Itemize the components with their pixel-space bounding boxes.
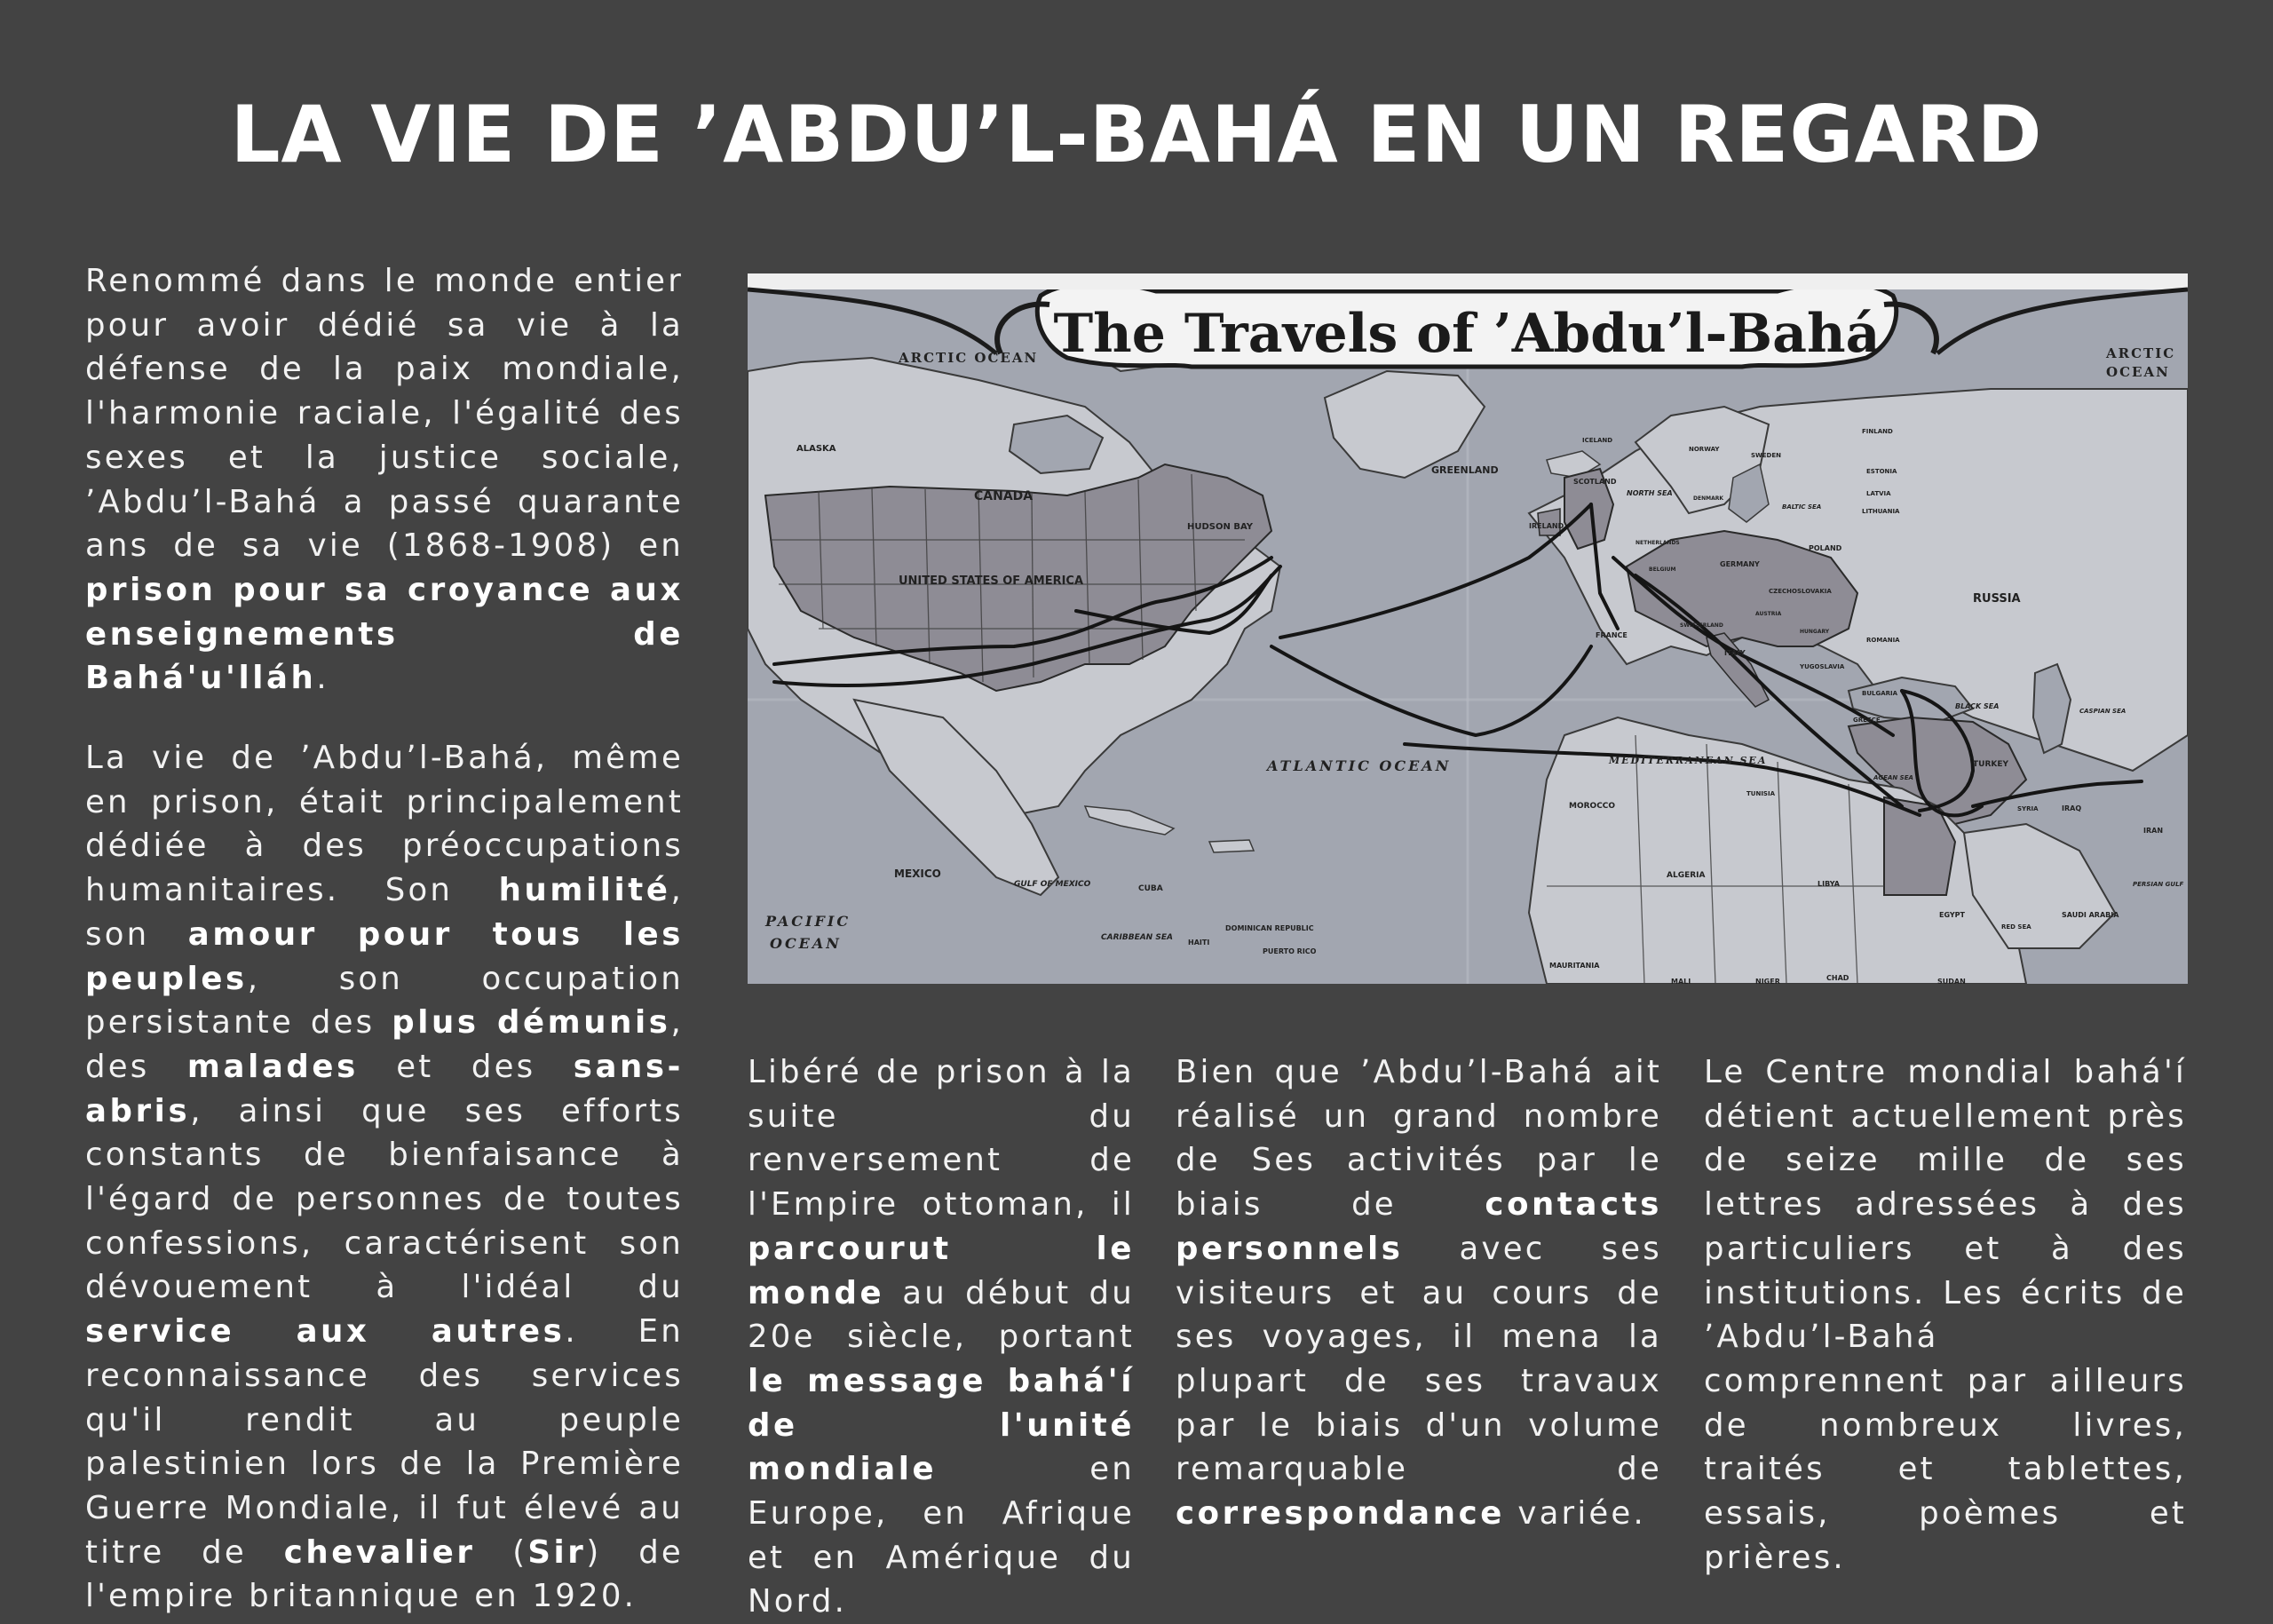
emphasis-text: Sir [527, 1533, 587, 1571]
travels-paragraph [748, 1050, 1135, 1624]
body-text: ) de l'empire britannique en 1920. [85, 1533, 684, 1615]
map-label: EGYPT [1939, 911, 1965, 919]
map-label: NIGER [1755, 978, 1780, 984]
map-label: SWITZERLAND [1680, 622, 1723, 629]
emphasis-text: contacts personnels [1176, 1186, 1662, 1267]
map-label: ITALY [1724, 649, 1746, 657]
map-label: UNITED STATES OF AMERICA [899, 574, 1084, 588]
map-label: LATVIA [1866, 490, 1891, 497]
emphasis-text: prison pour sa croyance aux enseignements de Bahá'u'lláh [85, 571, 684, 697]
body-text: variée. [1504, 1495, 1646, 1533]
body-text: Renommé dans le monde entier pour avoir dédié sa vie à la défense de la paix mondiale, l'harmonie raciale, l'égalité des sexes et la justice sociale, ’Abdu’l-Bahá a passé quarante ans de sa vie (1868-1908) en [85, 263, 684, 565]
body-text: , ainsi que ses efforts constants de bienfaisance à l'égard de personnes de toutes confessions, caractérisent son dévouement à l'idéal du [85, 1092, 684, 1306]
map-label: NETHERLANDS [1635, 540, 1680, 546]
map-label: MAURITANIA [1549, 962, 1600, 970]
map-label: ROMANIA [1866, 637, 1900, 644]
page-title: LA VIE DE ’ABDU’L-BAHÁ EN UN REGARD [230, 89, 2043, 180]
map-label: GERMANY [1720, 560, 1760, 568]
map-label: BLACK SEA [1955, 702, 2000, 710]
map-label: CANADA [974, 489, 1034, 503]
emphasis-text: malades [186, 1048, 359, 1085]
emphasis-text: le message bahá'í de l'unité mondiale [748, 1362, 1135, 1488]
map-label: PERSIAN GULF [2133, 881, 2184, 888]
map-label: CZECHOSLOVAKIA [1769, 588, 1832, 595]
map-label: BELGIUM [1649, 566, 1676, 573]
map-label: YUGOSLAVIA [1800, 663, 1845, 670]
map-label: TUNISIA [1746, 790, 1775, 797]
map-label: PACIFIC [765, 913, 851, 930]
map-label: FRANCE [1596, 631, 1628, 639]
map-label: OCEAN [770, 935, 842, 952]
body-text: La vie de ’Abdu’l-Bahá, même en prison, était principalement dédiée à des préoccupations humanitaires. Son [85, 740, 684, 909]
map-label: SUDAN [1937, 978, 1966, 984]
map-label: GREENLAND [1431, 464, 1499, 476]
emphasis-text: correspondance [1176, 1495, 1505, 1533]
writings-column [1704, 1050, 2187, 1580]
intro-column [85, 259, 684, 1619]
map-label: ARCTIC OCEAN [899, 350, 1039, 366]
emphasis-text: sans-abris [85, 1048, 684, 1129]
map-label: MEDITERRANEAN SEA [1609, 755, 1768, 766]
map-label: CASPIAN SEA [2079, 708, 2126, 715]
map-label: MALI [1671, 978, 1691, 984]
map-label: GREECE [1853, 717, 1881, 724]
body-text: avec ses visiteurs et au cours de ses voyages, il mena la plupart de ses travaux par le biais d'un volume remarquable de [1176, 1230, 1662, 1488]
map-label: LIBYA [1818, 880, 1840, 888]
map-label: HUNGARY [1800, 629, 1830, 635]
map-label: SCOTLAND [1573, 478, 1617, 486]
map-label: CARIBBEAN SEA [1101, 933, 1173, 942]
emphasis-text: service aux autres [85, 1313, 566, 1351]
map-label: RED SEA [2001, 923, 2031, 931]
map-label: RUSSIA [1973, 592, 2021, 606]
map-label: PUERTO RICO [1263, 947, 1317, 955]
map-label: DENMARK [1693, 495, 1723, 502]
map-label: ALGERIA [1667, 871, 1706, 880]
map-label: BALTIC SEA [1782, 503, 1822, 511]
body-text: , son occupation persistante des [85, 960, 684, 1042]
body-text: Bien que ’Abdu’l-Bahá ait réalisé un grand nombre de Ses activités par le biais de [1176, 1054, 1662, 1224]
map-label: DOMINICAN REPUBLIC [1225, 924, 1314, 932]
map-label: ESTONIA [1866, 468, 1897, 475]
map-label: HUDSON BAY [1187, 522, 1253, 532]
map-label: AGEAN SEA [1873, 774, 1913, 781]
map-title: The Travels of ’Abdu’l-Bahá [1053, 303, 1881, 365]
map-label: GULF OF MEXICO [1014, 880, 1091, 889]
map-label: IRAQ [2062, 804, 2082, 812]
map-label: SWEDEN [1751, 452, 1781, 459]
travels-column [748, 1050, 1135, 1624]
writings-paragraph [1704, 1050, 2187, 1580]
map-label: LITHUANIA [1862, 508, 1900, 515]
emphasis-text: parcourut le monde [748, 1230, 1135, 1311]
body-text: . En reconnaissance des services qu'il rendit au peuple palestinien lors de la Première Guerre Mondiale, il fut élevé au titre de [85, 1313, 684, 1571]
map-label: NORWAY [1689, 446, 1720, 453]
body-text: Libéré de prison à la suite du renversement de l'Empire ottoman, il [748, 1054, 1135, 1224]
map-label: POLAND [1809, 544, 1842, 552]
map-label: ATLANTIC OCEAN [1267, 757, 1452, 774]
map-label: SAUDI ARABIA [2062, 911, 2119, 919]
map-label: NORTH SEA [1627, 489, 1673, 497]
map-label: MOROCCO [1569, 802, 1616, 811]
travels-map [748, 273, 2188, 984]
map-label: OCEAN [2106, 364, 2170, 380]
map-label: BULGARIA [1862, 690, 1898, 697]
travels-map-image [748, 273, 2188, 984]
emphasis-text: plus démunis [392, 1004, 671, 1042]
body-text: , son [85, 872, 684, 953]
body-text: ( [475, 1533, 528, 1571]
body-text: au début du 20e siècle, portant [748, 1274, 1135, 1356]
map-label: ICELAND [1582, 437, 1613, 444]
body-text: et des [358, 1048, 574, 1085]
map-label: CUBA [1138, 884, 1163, 893]
body-text: , des [85, 1004, 684, 1085]
map-label: CHAD [1826, 974, 1849, 982]
map-label: FINLAND [1862, 428, 1893, 435]
map-label: ALASKA [796, 444, 836, 454]
map-label: TURKEY [1973, 760, 2009, 769]
emphasis-text: humilité [498, 872, 671, 909]
emphasis-text: chevalier [283, 1533, 476, 1571]
correspondence-paragraph [1176, 1050, 1662, 1536]
body-text: Le Centre mondial bahá'í détient actuellement près de seize mille de ses lettres adressées à des particuliers et à des institutions. Les écrits de ’Abdu’l-Bahá comprennent par ailleurs de nombreux livres, traités et tablettes, essais, poèmes et prières. [1704, 1054, 2187, 1576]
emphasis-text: amour pour tous les peuples [85, 915, 684, 997]
map-label: HAITI [1188, 939, 1210, 947]
intro-paragraph-1 [85, 259, 684, 701]
map-label: ARCTIC [2106, 345, 2176, 361]
map-label: AUSTRIA [1755, 611, 1782, 617]
intro-paragraph-2 [85, 736, 684, 1619]
body-text: en Europe, en Afrique et en Amérique du Nord. [748, 1451, 1135, 1620]
map-label: IRELAND [1529, 522, 1564, 530]
map-label: SYRIA [2017, 805, 2039, 812]
body-text: . [316, 660, 329, 697]
map-label: IRAN [2143, 827, 2164, 835]
map-label: MEXICO [894, 867, 941, 880]
correspondence-column [1176, 1050, 1662, 1536]
